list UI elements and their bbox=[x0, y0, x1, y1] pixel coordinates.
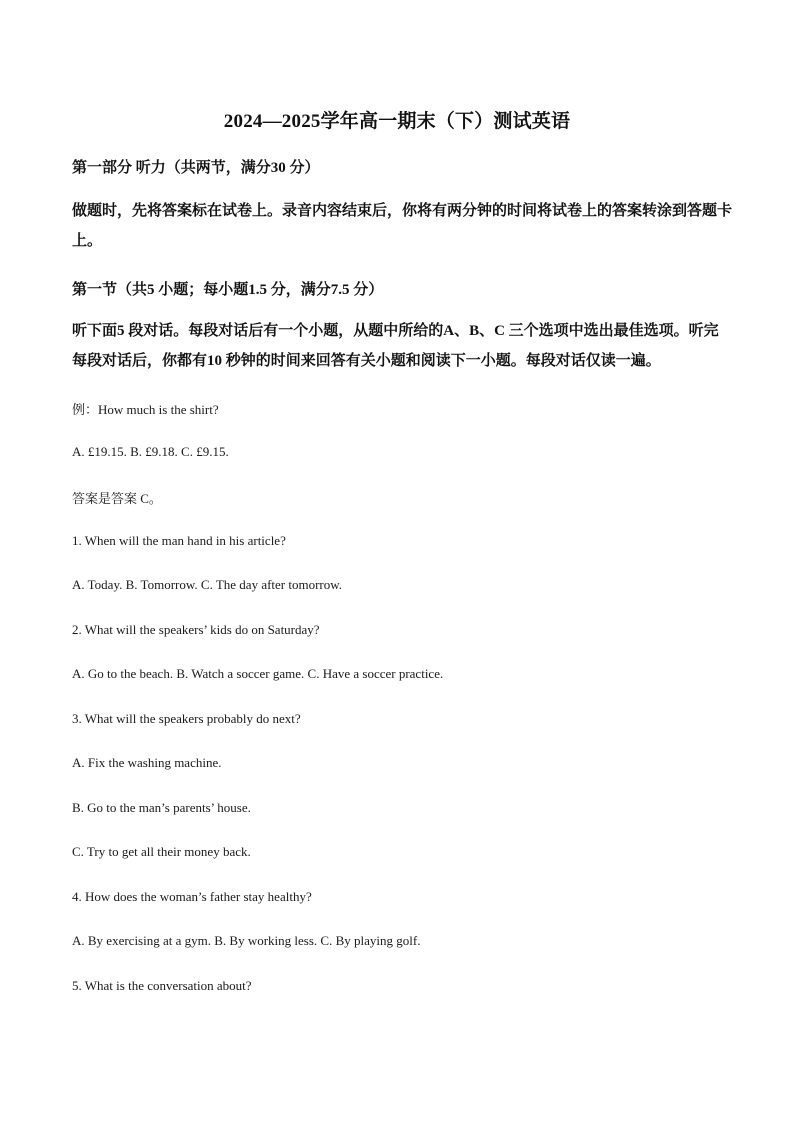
question-2: 2. What will the speakers’ kids do on Saturday? bbox=[72, 622, 320, 637]
example-answer: 答案是答案 C。 bbox=[72, 491, 162, 506]
question-3: 3. What will the speakers probably do next? bbox=[72, 711, 301, 726]
question-4-options: A. By exercising at a gym. B. By working less. C. By playing golf. bbox=[72, 933, 421, 948]
question-2-options: A. Go to the beach. B. Watch a soccer game. C. Have a soccer practice. bbox=[72, 666, 444, 681]
section-instructions: 听下面5 段对话。每段对话后有一个小题，从题中所给的A、B、C 三个选项中选出最佳选项。听完每段对话后，你都有10 秒钟的时间来回答有关小题和阅读下一小题。每段对话仅读一遍。 bbox=[72, 323, 719, 369]
question-3-option-c: C. Try to get all their money back. bbox=[72, 844, 251, 859]
page-title: 2024—2025学年高一期末（下）测试英语 bbox=[223, 111, 571, 132]
intro-paragraph: 做题时，先将答案标在试卷上。录音内容结束后，你将有两分钟的时间将试卷上的答案转涂到答题卡上。 bbox=[72, 203, 733, 249]
part-heading: 第一部分 听力（共两节，满分30 分） bbox=[72, 160, 320, 176]
section-heading: 第一节（共5 小题；每小题1.5 分，满分7.5 分） bbox=[72, 282, 384, 298]
example-options: A. £19.15. B. £9.18. C. £9.15. bbox=[72, 444, 229, 459]
question-3-option-b: B. Go to the man’s parents’ house. bbox=[72, 800, 251, 815]
question-1: 1. When will the man hand in his article? bbox=[72, 533, 286, 548]
question-5: 5. What is the conversation about? bbox=[72, 978, 252, 993]
question-4: 4. How does the woman’s father stay healthy? bbox=[72, 889, 312, 904]
question-1-options: A. Today. B. Tomorrow. C. The day after tomorrow. bbox=[72, 577, 343, 592]
example-question: 例：How much is the shirt? bbox=[72, 402, 219, 417]
question-3-option-a: A. Fix the washing machine. bbox=[72, 755, 222, 770]
